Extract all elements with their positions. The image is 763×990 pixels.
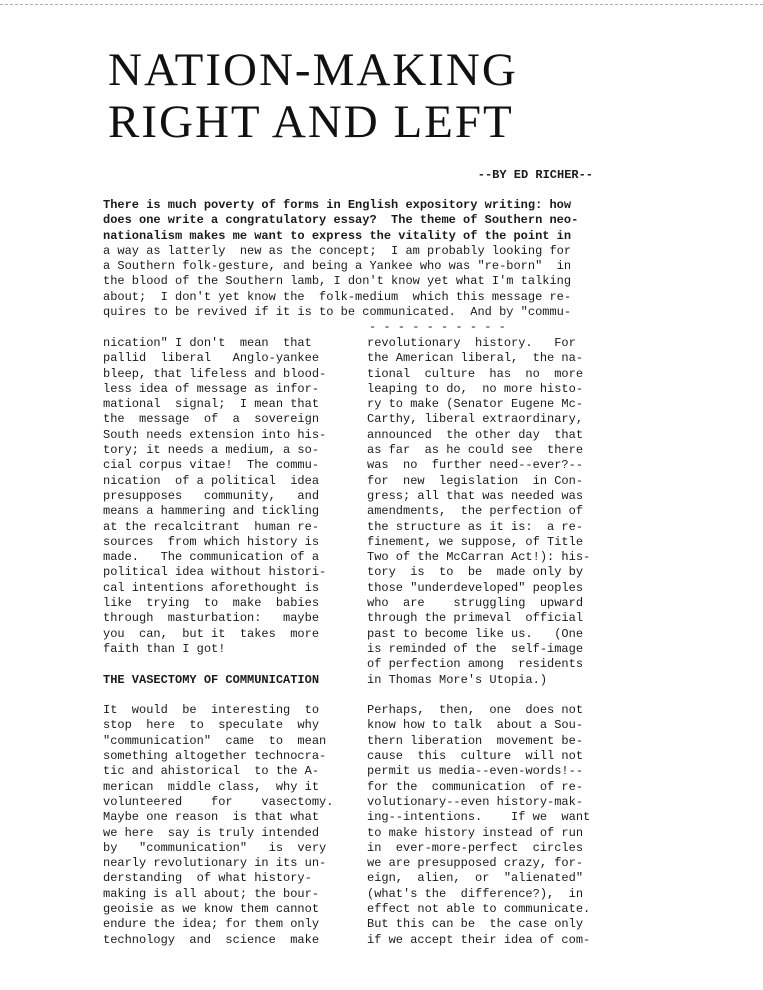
right-column-line: ing--intentions. If we want [367,810,591,825]
right-column-line: amendments, the perfection of [367,504,584,519]
left-column-line: pallid liberal Anglo-yankee [103,351,320,366]
right-column-line: Two of the McCarran Act!): his- [367,550,591,565]
left-column-line: cial corpus vitae! The commu- [103,458,320,473]
left-column-line: like trying to make babies [103,596,320,611]
left-column-line: less idea of message as infor- [103,381,320,396]
right-column-line: know how to talk about a Sou- [367,718,584,733]
right-column-line: to make history instead of run [367,825,584,840]
right-column-line: cause this culture will not [367,749,584,764]
intro-line: quires to be revived if it is to be communicated. And by "commu- [103,305,572,320]
article-title [108,44,518,148]
title-line-2: RIGHT AND LEFT [108,96,514,148]
left-column-line: the message of a sovereign [103,412,320,427]
intro-line: the blood of the Southern lamb, I don't know yet what I'm talking [103,274,572,289]
left-column-line: tic and ahistorical to the A- [103,764,320,779]
left-column-line: nication" I don't mean that [103,336,312,350]
left-column-line: nearly revolutionary in its un- [103,856,327,871]
intro-paragraph [103,198,603,336]
right-column-line: in ever-more-perfect circles [367,840,584,855]
right-column-line: thern liberation movement be- [367,733,584,748]
right-column-line: the American liberal, the na- [367,351,584,366]
paragraph-gap [367,688,617,703]
left-column-line: mational signal; I mean that [103,397,320,412]
byline: --BY ED RICHER-- [477,168,593,182]
right-column-line: for new legislation in Con- [367,473,584,488]
intro-line: does one write a congratulatory essay? The theme of Southern neo- [103,213,579,228]
right-column-line: in Thomas More's Utopia.) [367,672,548,687]
left-column-line: cal intentions aforethought is [103,580,320,595]
left-column-line: endure the idea; for them only [103,917,320,932]
right-column [367,336,617,948]
right-column-line: for the communication of re- [367,779,584,794]
left-column-line: derstanding of what history- [103,871,312,886]
paragraph-gap [103,657,353,672]
right-column-line: revolutionary history. For [367,336,576,350]
right-column-line: is reminded of the self-image [367,641,584,656]
intro-line: nationalism makes me want to express the vitality of the point in [103,228,572,243]
right-column-line: volutionary--even history-mak- [367,794,584,809]
right-column-line: gress; all that was needed was [367,488,584,503]
left-column-line: It would be interesting to [103,703,320,718]
left-column-line: through masturbation: maybe [103,611,320,626]
right-column-line: who are struggling upward [367,596,584,611]
left-column-line: means a hammering and tickling [103,504,320,519]
left-column-line: faith than I got! [103,641,226,656]
right-column-line: leaping to do, no more histo- [367,381,584,396]
right-column-line: was no further need--ever?-- [367,458,584,473]
left-column-line: nication of a political idea [103,473,320,488]
title-line-1: NATION-MAKING [108,44,518,96]
right-column-line: tional culture has no more [367,366,584,381]
right-column-line: ry to make (Senator Eugene Mc- [367,397,584,412]
right-column-line: past to become like us. (One [367,626,584,641]
section-heading: THE VASECTOMY OF COMMUNICATION [103,672,320,687]
left-column-line: political idea without histori- [103,565,327,580]
right-column-line: Carthy, liberal extraordinary, [367,412,584,427]
intro-line: a way as latterly new as the concept; I am probably looking for [103,243,572,258]
left-column-line: sources from which history is [103,534,320,549]
left-column-line: we here say is truly intended [103,825,320,840]
left-column-line: volunteered for vasectomy. [103,794,334,809]
left-column-line: tory; it needs a medium, a so- [103,443,320,458]
left-column-line: South needs extension into his- [103,427,327,442]
left-column-line: stop here to speculate why [103,718,320,733]
right-column-line: we are presupposed crazy, for- [367,856,584,871]
left-column-line: merican middle class, why it [103,779,320,794]
intro-line: about; I don't yet know the folk-medium which this message re- [103,289,572,304]
left-column-line: Maybe one reason is that what [103,810,320,825]
right-column-line: if we accept their idea of com- [367,932,591,947]
top-dashed-rule [0,4,763,5]
right-column-line: the structure as it is: a re- [367,519,584,534]
left-column-line: "communication" came to mean [103,733,327,748]
right-column-line: finement, we suppose, of Title [367,534,584,549]
right-column-line: tory is to be made only by [367,565,584,580]
paragraph-gap [103,688,353,703]
right-column-line: of perfection among residents [367,657,584,672]
left-column-line: you can, but it takes more [103,626,320,641]
right-column-line: effect not able to communicate. [367,901,591,916]
left-column-line: bleep, that lifeless and blood- [103,366,327,381]
right-column-line: But this can be the case only [367,917,584,932]
right-column-line: through the primeval official [367,611,584,626]
column-separator: - - - - - - - - - - [369,320,506,335]
right-column-line: (what's the difference?), in [367,886,584,901]
left-column-line: technology and science make [103,932,320,947]
right-column-line: as far as he could see there [367,443,584,458]
left-column-line: presupposes community, and [103,488,320,503]
left-column-line: making is all about; the bour- [103,886,320,901]
left-column-line: by "communication" is very [103,840,327,855]
right-column-line: announced the other day that [367,427,584,442]
left-column-line: geoisie as we know them cannot [103,901,320,916]
right-column-line: Perhaps, then, one does not [367,703,584,718]
right-column-line: those "underdeveloped" peoples [367,580,584,595]
intro-line: a Southern folk-gesture, and being a Yankee who was "re-born" in [103,259,572,274]
left-column [103,336,353,948]
right-column-line: permit us media--even-words!-- [367,764,584,779]
left-column-line: something altogether technocra- [103,749,327,764]
right-column-line: eign, alien, or "alienated" [367,871,584,886]
left-column-line: at the recalcitrant human re- [103,519,320,534]
left-column-line: made. The communication of a [103,550,320,565]
intro-line: There is much poverty of forms in English expository writing: how [103,198,572,212]
